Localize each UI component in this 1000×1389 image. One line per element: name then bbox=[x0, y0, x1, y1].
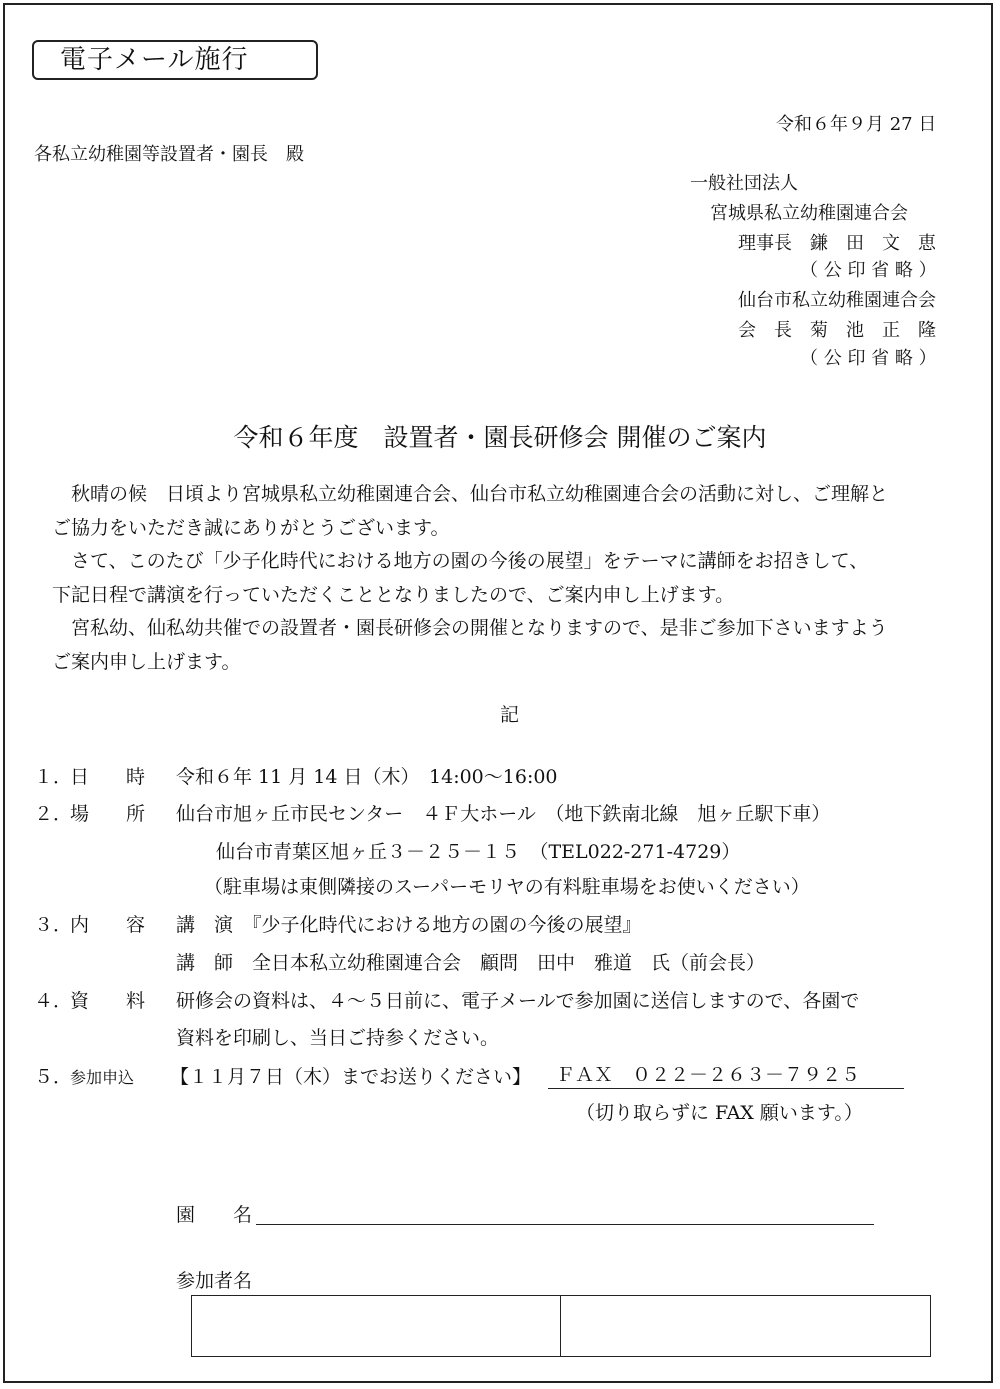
application-deadline: 【１１月７日（木）までお送りください】 bbox=[170, 1066, 532, 1088]
sender-line-3: 理事長 鎌 田 文 恵 bbox=[738, 233, 936, 254]
parking-note: （駐車場は東側隣接のスーパーモリヤの有料駐車場をお使いください） bbox=[204, 876, 810, 898]
item-value-place: 仙台市旭ヶ丘市民センター ４Ｆ大ホール （地下鉄南北線 旭ヶ丘駅下車） bbox=[176, 803, 831, 825]
item-value-date: 令和６年 11 月 14 日（木） 14:00〜16:00 bbox=[176, 766, 558, 788]
kindergarten-name-label: 園 名 bbox=[176, 1204, 253, 1226]
sender-line-2: 宮城県私立幼稚園連合会 bbox=[710, 203, 908, 224]
fax-number: ＦＡＸ ０２２－２６３－７９２５ bbox=[556, 1064, 861, 1086]
item-number: ３． bbox=[34, 914, 73, 936]
item-label-place: 場 所 bbox=[70, 803, 155, 825]
item-number: ４． bbox=[34, 990, 73, 1012]
lecturer-line: 講 師 全日本私立幼稚園連合会 顧問 田中 雅道 氏（前会長） bbox=[176, 952, 766, 974]
sender-line-5: 仙台市私立幼稚園連合会 bbox=[738, 290, 936, 311]
body-line: 秋晴の候 日頃より宮城県私立幼稚園連合会、仙台市私立幼稚園連合会の活動に対し、ご理解と bbox=[52, 483, 889, 505]
body-line: 下記日程で講演を行っていただくこととなりましたので、ご案内申し上げます。 bbox=[52, 583, 735, 606]
sender-line-6: 会 長 菊 池 正 隆 bbox=[738, 320, 936, 341]
document-title: 令和６年度 設置者・園長研修会 開催のご案内 bbox=[233, 423, 767, 452]
body-line: ご案内申し上げます。 bbox=[52, 650, 241, 673]
item-label-materials: 資 料 bbox=[70, 990, 155, 1012]
ki-heading: 記 bbox=[500, 704, 520, 726]
sender-line-1: 一般社団法人 bbox=[690, 173, 798, 194]
participants-label: 参加者名 bbox=[176, 1270, 253, 1292]
item-number: １． bbox=[34, 766, 73, 788]
issue-date: 令和６年９月 27 日 bbox=[776, 114, 937, 135]
lecture-line: 講 演 『少子化時代における地方の園の今後の展望』 bbox=[176, 914, 642, 936]
item-number: ２． bbox=[34, 803, 73, 825]
recipient: 各私立幼稚園等設置者・園長 殿 bbox=[34, 144, 304, 165]
body-line: 宮私幼、仙私幼共催での設置者・園長研修会の開催となりますので、是非ご参加下さいますよう bbox=[52, 617, 888, 639]
materials-line-2: 資料を印刷し、当日ご持参ください。 bbox=[176, 1027, 500, 1049]
item-label-date: 日 時 bbox=[70, 766, 155, 788]
body-text bbox=[52, 478, 952, 679]
seal-omitted-2: （ 公 印 省 略 ） bbox=[800, 348, 937, 369]
body-line: ご協力をいただき誠にありがとうございます。 bbox=[52, 516, 450, 539]
email-notice-badge: 電子メール施行 bbox=[32, 40, 318, 80]
participant-field-1[interactable] bbox=[192, 1296, 560, 1356]
fax-underline bbox=[548, 1088, 904, 1089]
participants-table bbox=[191, 1295, 931, 1357]
participant-field-2[interactable] bbox=[561, 1296, 930, 1356]
kindergarten-name-field[interactable] bbox=[256, 1224, 874, 1225]
venue-address: 仙台市青葉区旭ヶ丘３－２５－１５ （TEL022-271-4729） bbox=[216, 841, 741, 863]
seal-omitted-1: （ 公 印 省 略 ） bbox=[800, 260, 937, 281]
item-number: ５． bbox=[34, 1066, 73, 1088]
materials-line-1: 研修会の資料は、４〜５日前に、電子メールで参加園に送信しますので、各園で bbox=[176, 990, 860, 1012]
item-label-content: 内 容 bbox=[70, 914, 155, 936]
body-line: さて、このたび「少子化時代における地方の園の今後の展望」をテーマに講師をお招きして、 bbox=[52, 550, 869, 572]
item-label-application: 参加申込 bbox=[70, 1068, 135, 1087]
fax-note: （切り取らずに FAX 願います。） bbox=[576, 1102, 863, 1124]
